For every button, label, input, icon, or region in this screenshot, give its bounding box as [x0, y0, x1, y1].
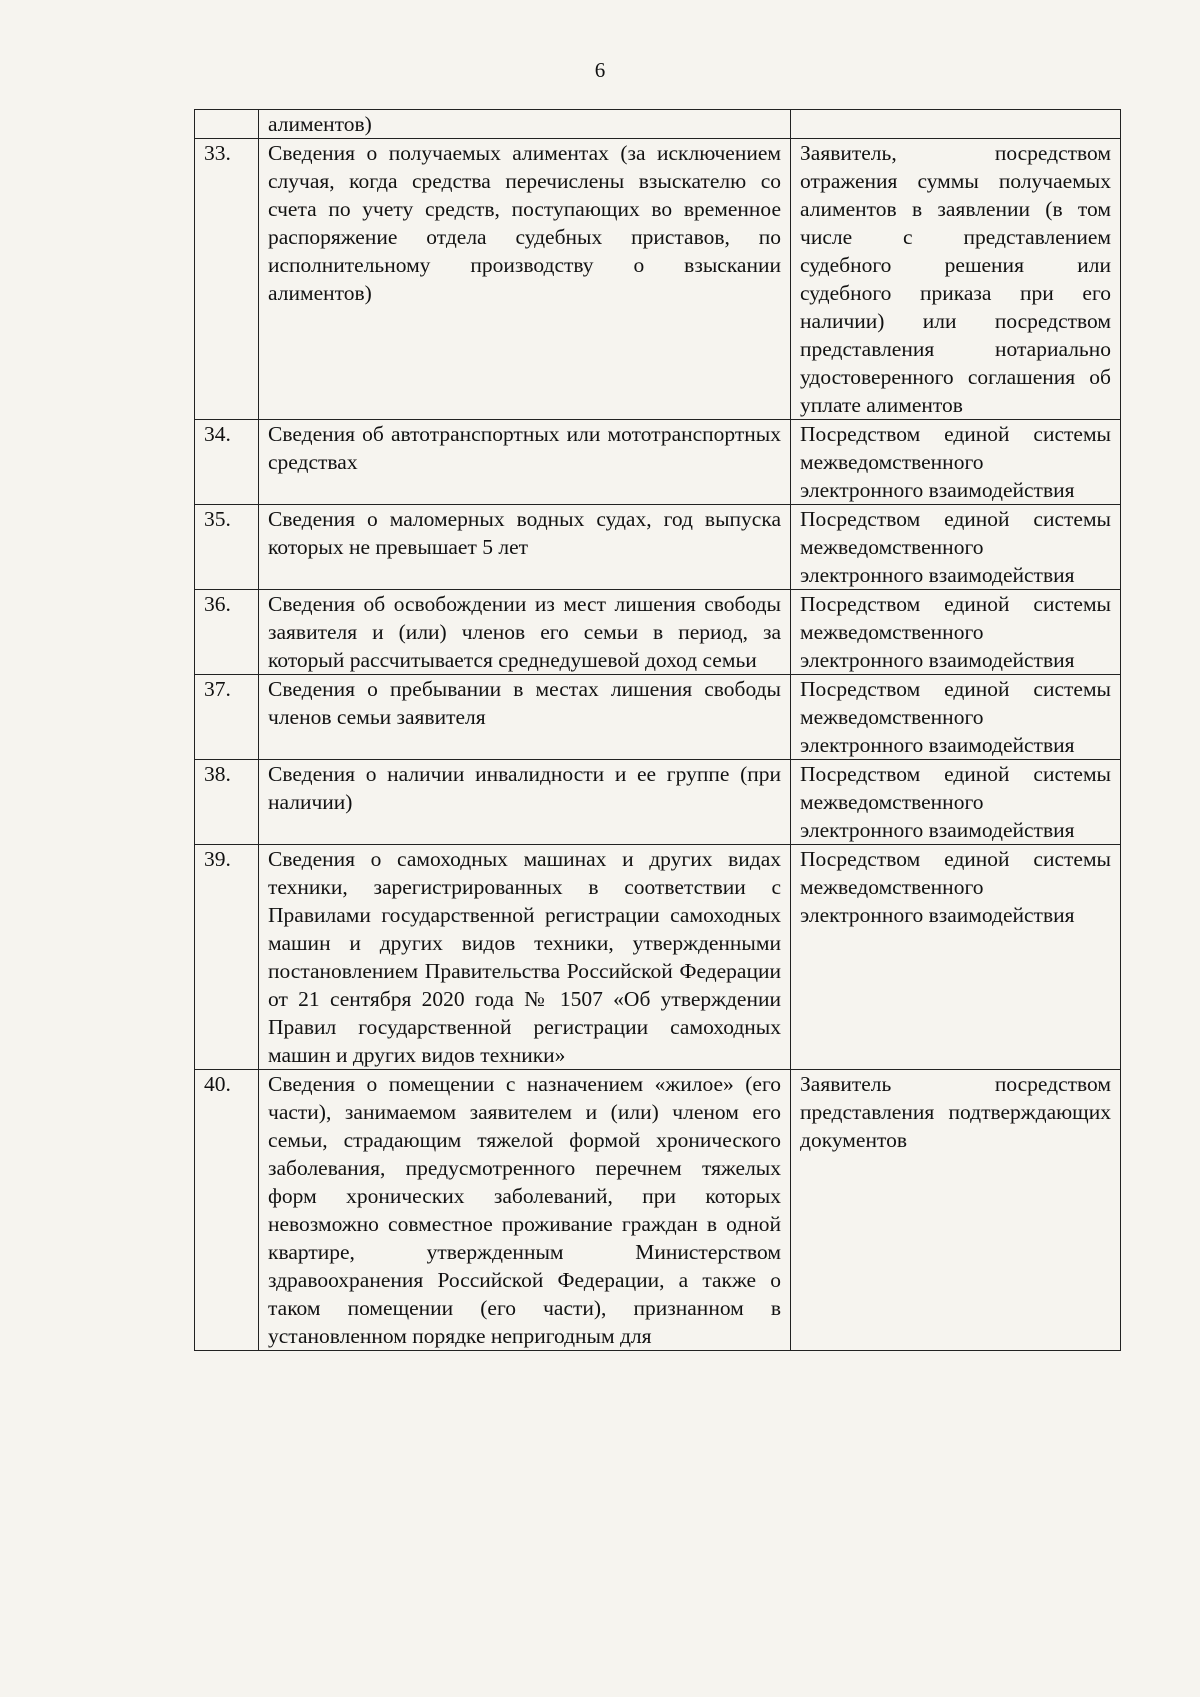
row-number: 40.	[195, 1070, 259, 1351]
row-number: 37.	[195, 675, 259, 760]
row-information: Сведения о пребывании в местах лишения свободы членов семьи заявителя	[259, 675, 791, 760]
table-row	[195, 110, 1121, 139]
data-table	[194, 109, 1121, 1351]
table-row	[195, 139, 1121, 420]
row-number: 34.	[195, 420, 259, 505]
row-number: 39.	[195, 845, 259, 1070]
row-source: Посредством единой системы межведомственного электронного взаимодействия	[791, 845, 1121, 1070]
table-row	[195, 760, 1121, 845]
row-information: Сведения об освобождении из мест лишения свободы заявителя и (или) членов его семьи в период, за который рассчитывается среднедушевой доход семьи	[259, 590, 791, 675]
table-row	[195, 845, 1121, 1070]
row-source: Посредством единой системы межведомственного электронного взаимодействия	[791, 590, 1121, 675]
row-information: алиментов)	[259, 110, 791, 139]
table-row	[195, 590, 1121, 675]
row-source: Заявитель, посредством отражения суммы получаемых алиментов в заявлении (в том числе с представлением судебного решения или судебного приказа при его наличии) или посредством представления нотариально удостоверенного соглашения об уплате алиментов	[791, 139, 1121, 420]
row-information: Сведения о помещении с назначением «жилое» (его части), занимаемом заявителем и (или) членом его семьи, страдающим тяжелой формой хронического заболевания, предусмотренного перечнем тяжелых форм хронических заболеваний, при которых невозможно совместное проживание граждан в одной квартире, утвержденным Министерством здравоохранения Российской Федерации, а также о таком помещении (его части), признанном в установленном порядке непригодным для	[259, 1070, 791, 1351]
row-information: Сведения об автотранспортных или мототранспортных средствах	[259, 420, 791, 505]
row-source: Посредством единой системы межведомственного электронного взаимодействия	[791, 760, 1121, 845]
row-number: 35.	[195, 505, 259, 590]
row-number: 36.	[195, 590, 259, 675]
row-information: Сведения о самоходных машинах и других видах техники, зарегистрированных в соответствии с Правилами государственной регистрации самоходных машин и других видов техники, утвержденными постановлением Правительства Российской Федерации от 21 сентября 2020 года № 1507 «Об утверждении Правил государственной регистрации самоходных машин и других видов техники»	[259, 845, 791, 1070]
row-number	[195, 110, 259, 139]
row-information: Сведения о получаемых алиментах (за исключением случая, когда средства перечислены взыскателю со счета по учету средств, поступающих во временное распоряжение отдела судебных приставов, по исполнительному производству о взыскании алиментов)	[259, 139, 791, 420]
row-number: 33.	[195, 139, 259, 420]
row-number: 38.	[195, 760, 259, 845]
table-row	[195, 420, 1121, 505]
row-source	[791, 110, 1121, 139]
row-information: Сведения о наличии инвалидности и ее группе (при наличии)	[259, 760, 791, 845]
row-source: Посредством единой системы межведомственного электронного взаимодействия	[791, 420, 1121, 505]
row-source: Посредством единой системы межведомственного электронного взаимодействия	[791, 505, 1121, 590]
table-row	[195, 1070, 1121, 1351]
row-source: Заявитель посредством представления подтверждающих документов	[791, 1070, 1121, 1351]
table-row	[195, 505, 1121, 590]
table-body	[195, 110, 1121, 1351]
table-row	[195, 675, 1121, 760]
page-number: 6	[594, 58, 606, 82]
row-information: Сведения о маломерных водных судах, год выпуска которых не превышает 5 лет	[259, 505, 791, 590]
row-source: Посредством единой системы межведомственного электронного взаимодействия	[791, 675, 1121, 760]
